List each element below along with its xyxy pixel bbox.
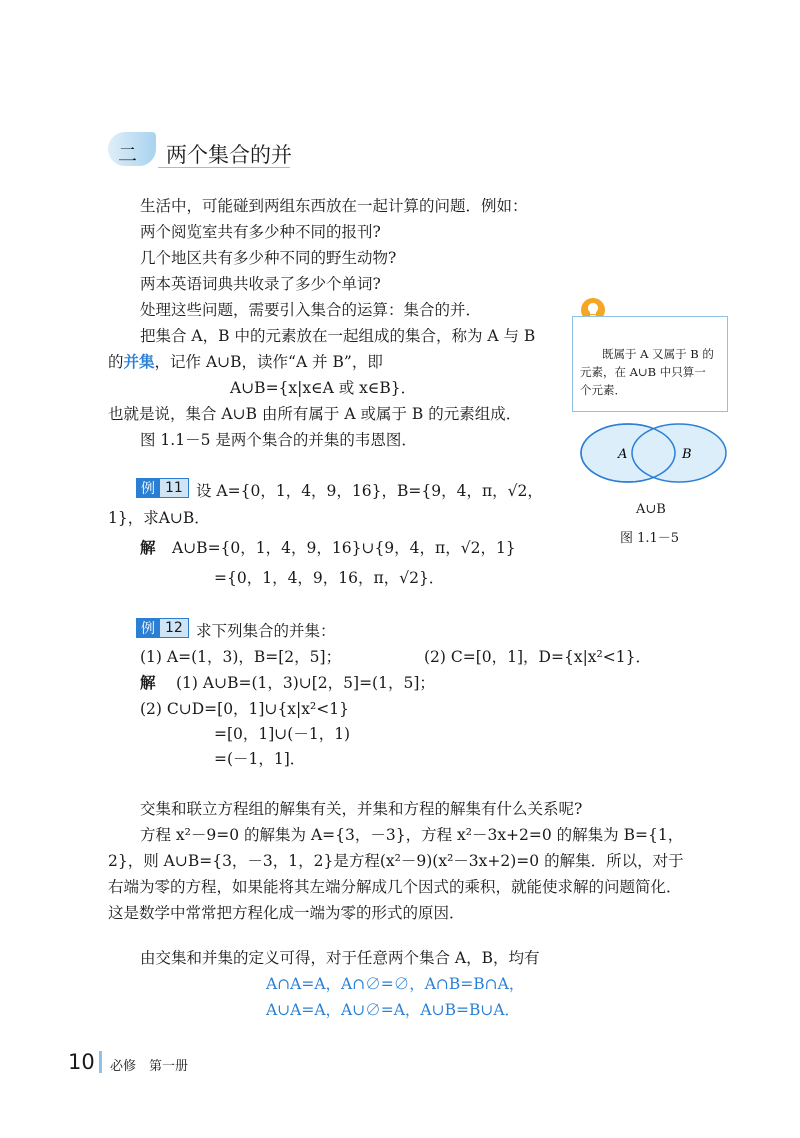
solution-label: 解 — [140, 673, 156, 692]
definition-line — [108, 350, 383, 372]
discussion-line: 2}，则 A∪B={3，－3，1，2}是方程(x²－9)(x²－3x+2)=0 的解集．所以，对于 — [108, 852, 684, 870]
example-tag-label: 例 — [136, 478, 160, 498]
definition-line: 也就是说，集合 A∪B 由所有属于 A 或属于 B 的元素组成． — [108, 405, 522, 423]
intro-line: 两本英语词典共收录了多少个单词? — [140, 275, 381, 293]
section-title-underline — [158, 167, 290, 168]
venn-label-b: B — [682, 447, 692, 462]
venn-label-a: A — [618, 447, 628, 462]
example-12-solution: (2) C∪D=[0，1]∪{x|x²<1} — [140, 700, 349, 718]
section-title: 两个集合的并 — [166, 143, 292, 167]
discussion-line: 交集和联立方程组的解集有关，并集和方程的解集有什么关系呢? — [140, 800, 583, 818]
solution-label: 解 — [140, 538, 156, 557]
example-tag-number: 12 — [160, 618, 189, 638]
intro-line: 两个阅览室共有多少种不同的报刊? — [140, 223, 381, 241]
intro-line: 处理这些问题，需要引入集合的运算：集合的并． — [140, 301, 482, 319]
definition-prefix: 的 — [108, 353, 124, 371]
union-term: 并集 — [123, 352, 155, 371]
example-tag-label: 例 — [136, 618, 160, 638]
discussion-line: 方程 x²－9=0 的解集为 A={3，－3}，方程 x²－3x+2=0 的解集为 B={1， — [140, 826, 684, 844]
figure-label: 图 1.1－5 — [620, 531, 680, 546]
example-12-solution: =(－1，1]． — [214, 750, 306, 768]
discussion-line: 右端为零的方程，如果能将其左端分解成几个因式的乘积，就能使求解的问题简化． — [108, 878, 682, 896]
footer-divider — [99, 1051, 102, 1073]
example-11-tag — [136, 478, 189, 498]
example-11-problem: 1}，求A∪B． — [108, 509, 210, 527]
example-12-problem: 求下列集合的并集： — [196, 622, 336, 640]
side-note-line: 个元素． — [580, 383, 626, 397]
example-11-solution: A∪B={0，1，4，9，16}∪{9，4，π，√2，1} — [172, 539, 516, 557]
discussion-line: 这是数学中常常把方程化成一端为零的形式的原因． — [108, 904, 465, 922]
venn-set-b — [632, 424, 726, 482]
example-11-problem: 设 A={0，1，4，9，16}，B={9，4，π，√2， — [196, 482, 543, 500]
example-11-solution: ={0，1，4，9，16，π，√2}． — [214, 569, 445, 587]
example-tag-number: 11 — [160, 478, 189, 498]
example-12-solution: (1) A∪B=(1，3)∪[2，5]=(1，5]； — [176, 674, 435, 692]
side-note-line: 元素，在 A∪B 中只算一 — [580, 365, 706, 379]
example-12-part: (1) A=(1，3)，B=[2，5]； — [140, 648, 342, 666]
properties-intro: 由交集和并集的定义可得，对于任意两个集合 A，B，均有 — [140, 949, 540, 967]
definition-suffix: ，记作 A∪B，读作“A 并 B”，即 — [154, 353, 383, 371]
definition-line: 图 1.1－5 是两个集合的并集的韦恩图． — [140, 431, 417, 449]
union-properties: A∪A=A，A∪∅=A，A∪B=B∪A． — [266, 1001, 521, 1019]
book-title: 必修 第一册 — [110, 1059, 189, 1074]
example-12-part: (2) C=[0，1]，D={x|x²<1}． — [424, 648, 651, 666]
venn-diagram — [578, 420, 730, 490]
example-12-tag — [136, 618, 189, 638]
definition-line: 把集合 A，B 中的元素放在一起组成的集合，称为 A 与 B — [140, 327, 536, 345]
intro-line: 几个地区共有多少种不同的野生动物? — [140, 249, 397, 267]
union-definition-formula: A∪B={x|x∈A 或 x∈B}． — [230, 379, 417, 397]
page-number: 10 — [68, 1050, 95, 1074]
section-number: 二 — [118, 144, 138, 166]
example-12-solution: =[0，1]∪(－1，1) — [214, 725, 351, 743]
venn-caption: A∪B — [636, 502, 666, 517]
intro-line: 生活中，可能碰到两组东西放在一起计算的问题．例如： — [140, 197, 528, 215]
intersection-properties: A∩A=A，A∩∅=∅，A∩B=B∩A， — [266, 975, 525, 993]
side-note-line: 既属于 A 又属于 B 的 — [602, 347, 714, 361]
